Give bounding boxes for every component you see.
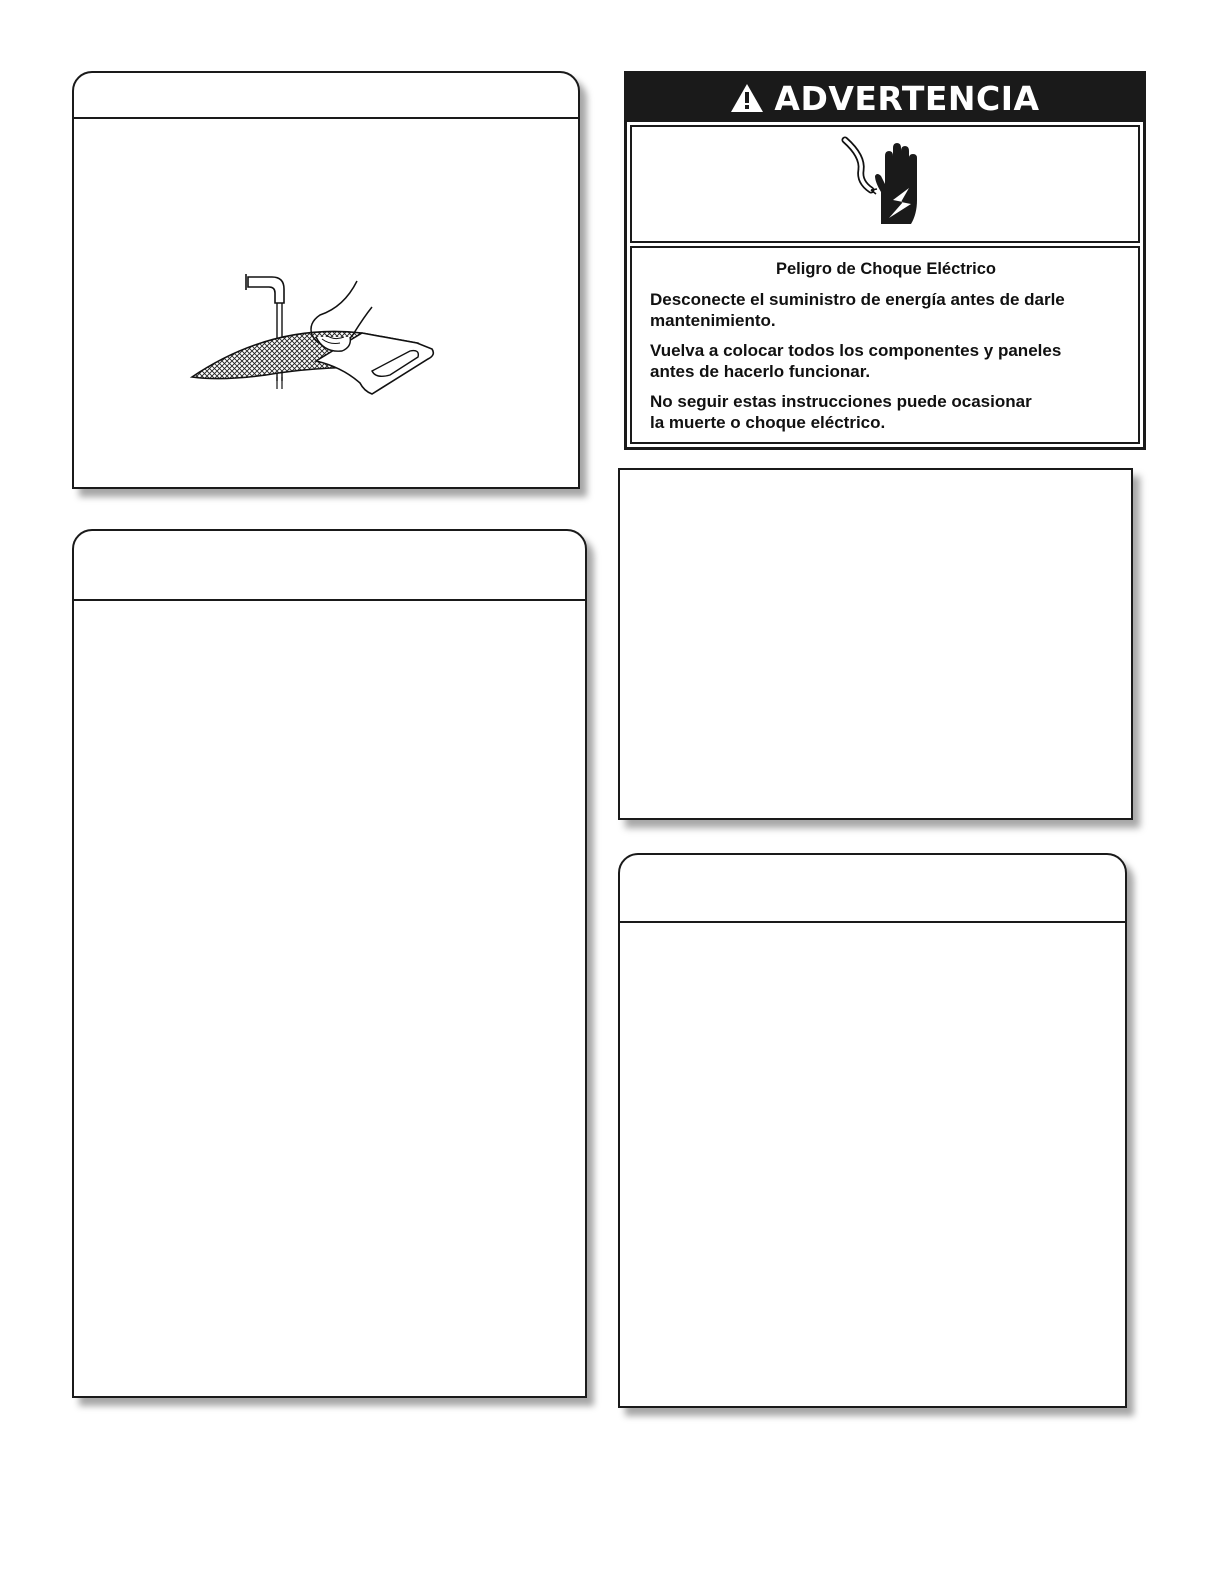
hazard-title: Peligro de Choque Eléctrico xyxy=(775,260,997,278)
warning-text-area xyxy=(630,246,1140,444)
warning-triangle-icon xyxy=(730,83,764,113)
warning-line: la muerte o choque eléctrico. xyxy=(650,413,886,432)
warning-line: Desconecte el suministro de energía antes de darle xyxy=(650,290,1065,309)
right-info-panel xyxy=(618,468,1133,820)
panel-header-rule xyxy=(74,599,585,601)
signal-word: ADVERTENCIA xyxy=(774,78,1040,118)
warning-line: mantenimiento. xyxy=(650,311,776,330)
left-info-panel xyxy=(72,529,587,1398)
warning-message-2 xyxy=(650,340,1122,382)
right-bottom-panel xyxy=(618,853,1127,1408)
warning-message-3 xyxy=(650,391,1122,433)
warning-line: antes de hacerlo funcionar. xyxy=(650,362,871,381)
lint-screen-rinse-illustration xyxy=(72,71,580,489)
electric-shock-hand-icon xyxy=(835,134,935,234)
electric-shock-warning xyxy=(624,71,1146,450)
warning-line: Vuelva a colocar todos los componentes y paneles xyxy=(650,341,1062,360)
warning-banner xyxy=(627,74,1143,122)
panel-header-rule xyxy=(620,921,1125,923)
warning-line: No seguir estas instrucciones puede ocasionar xyxy=(650,392,1032,411)
warning-message-1 xyxy=(650,289,1122,331)
hazard-symbol-area xyxy=(630,125,1140,243)
illustration-panel xyxy=(72,71,580,489)
